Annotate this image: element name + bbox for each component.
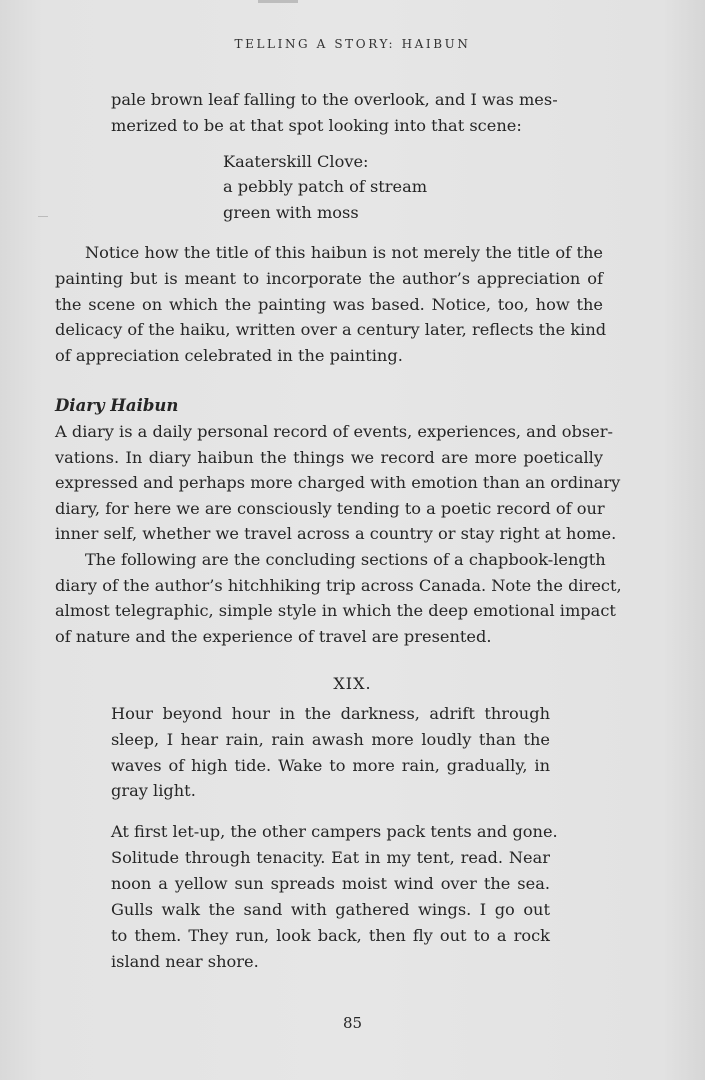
excerpt-line: Gulls walk the sand with gathered wings. I go out (111, 900, 550, 919)
paragraph-line: painting but is meant to incorporate the author’s appreciation of (55, 269, 603, 288)
paragraph-line: diary of the author’s hitchhiking trip across Canada. Note the direct, (55, 576, 622, 595)
paragraph-line: almost telegraphic, simple style in which the deep emotional impact (55, 601, 616, 620)
page-edge-tab (258, 0, 298, 3)
paragraph-line: expressed and perhaps more charged with emotion than an ordinary (55, 473, 621, 492)
paragraph-line: Notice how the title of this haibun is not merely the title of the (85, 243, 603, 262)
margin-mark (38, 216, 48, 217)
paragraph-line: of appreciation celebrated in the painting. (55, 346, 403, 365)
text-line: merized to be at that spot looking into that scene: (111, 116, 522, 135)
excerpt-line: Hour beyond hour in the darkness, adrift through (111, 704, 550, 723)
paragraph-line: of nature and the experience of travel are presented. (55, 627, 492, 646)
excerpt-line: gray light. (111, 781, 196, 800)
haiku-line: Kaaterskill Clove: (223, 152, 369, 171)
excerpt-line: waves of high tide. Wake to more rain, gradually, in (111, 756, 550, 775)
paragraph-line: The following are the concluding sections of a chapbook-length (85, 550, 606, 569)
excerpt-line: At first let-up, the other campers pack tents and gone. (111, 822, 558, 841)
page-number: 85 (342, 1014, 363, 1032)
excerpt-line: island near shore. (111, 952, 259, 971)
excerpt-line: noon a yellow sun spreads moist wind over the sea. (111, 874, 550, 893)
excerpt-line: to them. They run, look back, then fly out to a rock (111, 926, 550, 945)
section-heading: Diary Haibun (55, 396, 179, 415)
section-number: XIX. (333, 674, 372, 693)
text-line: pale brown leaf falling to the overlook, and I was mes- (111, 90, 558, 109)
excerpt-line: Solitude through tenacity. Eat in my tent, read. Near (111, 848, 550, 867)
haiku-line: green with moss (223, 203, 359, 222)
paragraph-line: inner self, whether we travel across a country or stay right at home. (55, 524, 617, 543)
excerpt-line: sleep, I hear rain, rain awash more loudly than the (111, 730, 550, 749)
paragraph-line: A diary is a daily personal record of events, experiences, and obser- (55, 422, 613, 441)
running-header: TELLING A STORY: HAIBUN (234, 37, 471, 51)
paragraph-line: the scene on which the painting was based. Notice, too, how the (55, 295, 603, 314)
haiku-line: a pebbly patch of stream (223, 177, 428, 196)
paragraph-line: diary, for here we are consciously tending to a poetic record of our (55, 499, 605, 518)
paragraph-line: delicacy of the haiku, written over a century later, reflects the kind (55, 320, 607, 339)
paragraph-line: vations. In diary haibun the things we record are more poetically (55, 448, 603, 467)
